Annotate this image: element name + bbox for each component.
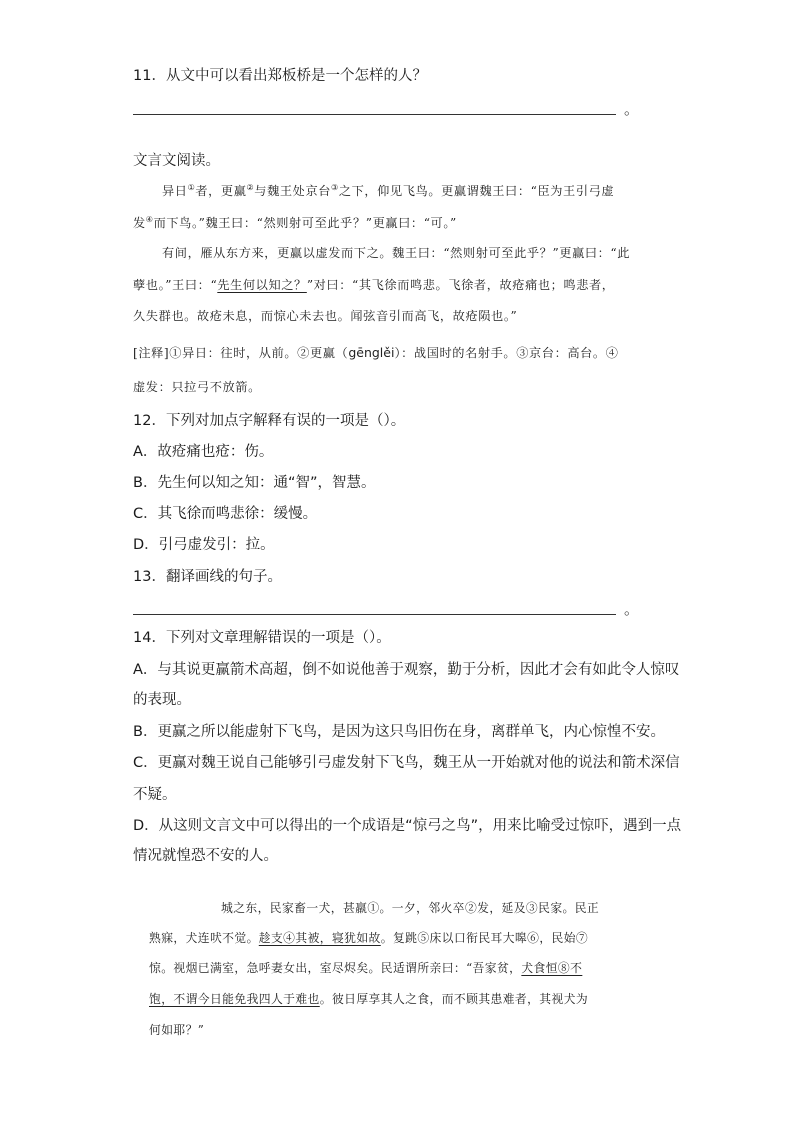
text-run: 者，更赢 [195, 184, 247, 198]
passage-line [133, 275, 615, 295]
passage-line [133, 213, 457, 233]
text-run: 孽也。”王曰：“ [133, 278, 218, 292]
option-d-continued: 情况就惶恐不安的人。 [133, 848, 278, 864]
option-b[interactable]: B．先生何以知之知：通“智”，智慧。 [133, 475, 376, 491]
text-run: 。复跳⑤床以口衔民耳大嗥⑥，民始⑦ [380, 931, 589, 945]
passage-heading: 文言文阅读。 [133, 153, 220, 169]
text-run: ”对曰：“其飞徐而鸣悲。飞徐者，故疮痛也；鸣悲者， [306, 278, 615, 292]
question-14: 14．下列对文章理解错误的一项是（）。 [133, 630, 391, 646]
text-run: 。彼日厚享其人之食，而不顾其患难者，其视犬为 [319, 992, 589, 1006]
option-d[interactable]: D．从这则文言文中可以得出的一个成语是“惊弓之鸟”，用来比喻受过惊吓，遇到一点 [133, 818, 682, 834]
text-run: 惊。视烟已满室，急呼妻女出，室尽烬矣。民适谓所亲曰：“吾家贫， [149, 961, 522, 975]
text-run: 而下鸟。”魏王曰：“然则射可至此乎？”更赢曰：“可。” [153, 216, 457, 230]
underlined-sentence: 犬食恒⑧不 [521, 961, 583, 975]
blank-period-13: 。 [624, 600, 640, 618]
answer-blank-11[interactable] [133, 114, 616, 115]
footnote-marker: ③ [331, 182, 339, 192]
underlined-sentence: 先生何以知之？ [217, 278, 307, 292]
question-13: 13．翻译画线的句子。 [133, 569, 282, 585]
text-run: [注释]①异日：往时，从前。②更赢（ [133, 346, 349, 360]
passage-line: 城之东，民家畜一犬，甚羸①。一夕，邻火卒②发，延及③民家。民正 [221, 901, 600, 915]
text-run: 熟寐，犬连吠不觉。 [149, 931, 259, 945]
text-run: ）：战国时的名射手。③京台：高台。④ [394, 346, 619, 360]
passage-line: 久失群也。故疮未息，而惊心未去也。闻弦音引而高飞，故疮陨也。” [133, 309, 518, 323]
text-run: 发 [133, 216, 146, 230]
text-run: 之下，仰见飞鸟。更赢谓魏王曰：“臣为王引弓虚 [338, 184, 615, 198]
question-12: 12．下列对加点字解释有误的一项是（）。 [133, 413, 406, 429]
option-a-continued: 的表现。 [133, 692, 191, 708]
text-run: 与魏王处京台 [254, 184, 332, 198]
passage-line: 有间，雁从东方来，更赢以虚发而下之。魏王曰：“然则射可至此乎？”更赢曰：“此 [162, 246, 631, 260]
passage-line [149, 958, 582, 978]
blank-period-11: 。 [624, 100, 640, 118]
question-11: 11．从文中可以看出郑板桥是一个怎样的人？ [133, 68, 427, 84]
pinyin: gēnglěi [348, 345, 395, 360]
answer-blank-13[interactable] [133, 614, 616, 615]
option-b[interactable]: B．更赢之所以能虚射下飞鸟，是因为这只鸟旧伤在身，离群单飞，内心惊惶不安。 [133, 724, 665, 740]
passage-line [162, 181, 614, 201]
option-d[interactable]: D．引弓虚发引：拉。 [133, 537, 275, 553]
option-c-continued: 不疑。 [133, 787, 177, 803]
footnote-marker: ② [246, 182, 255, 192]
footnote-marker: ④ [145, 214, 154, 224]
option-c[interactable]: C．其飞徐而鸣悲徐：缓慢。 [133, 506, 318, 522]
underlined-sentence: 饱，不谓今日能免我四人于难也 [149, 992, 320, 1006]
footnote-marker: ① [187, 182, 196, 192]
passage-line [149, 928, 588, 948]
option-c[interactable]: C．更赢对魏王说自己能够引弓虚发射下飞鸟，魏王从一开始就对他的说法和箭术深信 [133, 755, 680, 771]
option-a[interactable]: A．与其说更赢箭术高超，倒不如说他善于观察，勤于分析，因此才会有如此令人惊叹 [133, 662, 680, 678]
annotation-line: 虚发：只拉弓不放箭。 [133, 380, 261, 394]
option-a[interactable]: A．故疮痛也疮：伤。 [133, 444, 274, 460]
underlined-sentence: 趁支④其被，寝犹如故 [258, 931, 381, 945]
passage-line: 何如耶？” [149, 1023, 205, 1037]
text-run: 异日 [162, 184, 188, 198]
passage-line [149, 989, 588, 1009]
annotation-line [133, 343, 619, 363]
